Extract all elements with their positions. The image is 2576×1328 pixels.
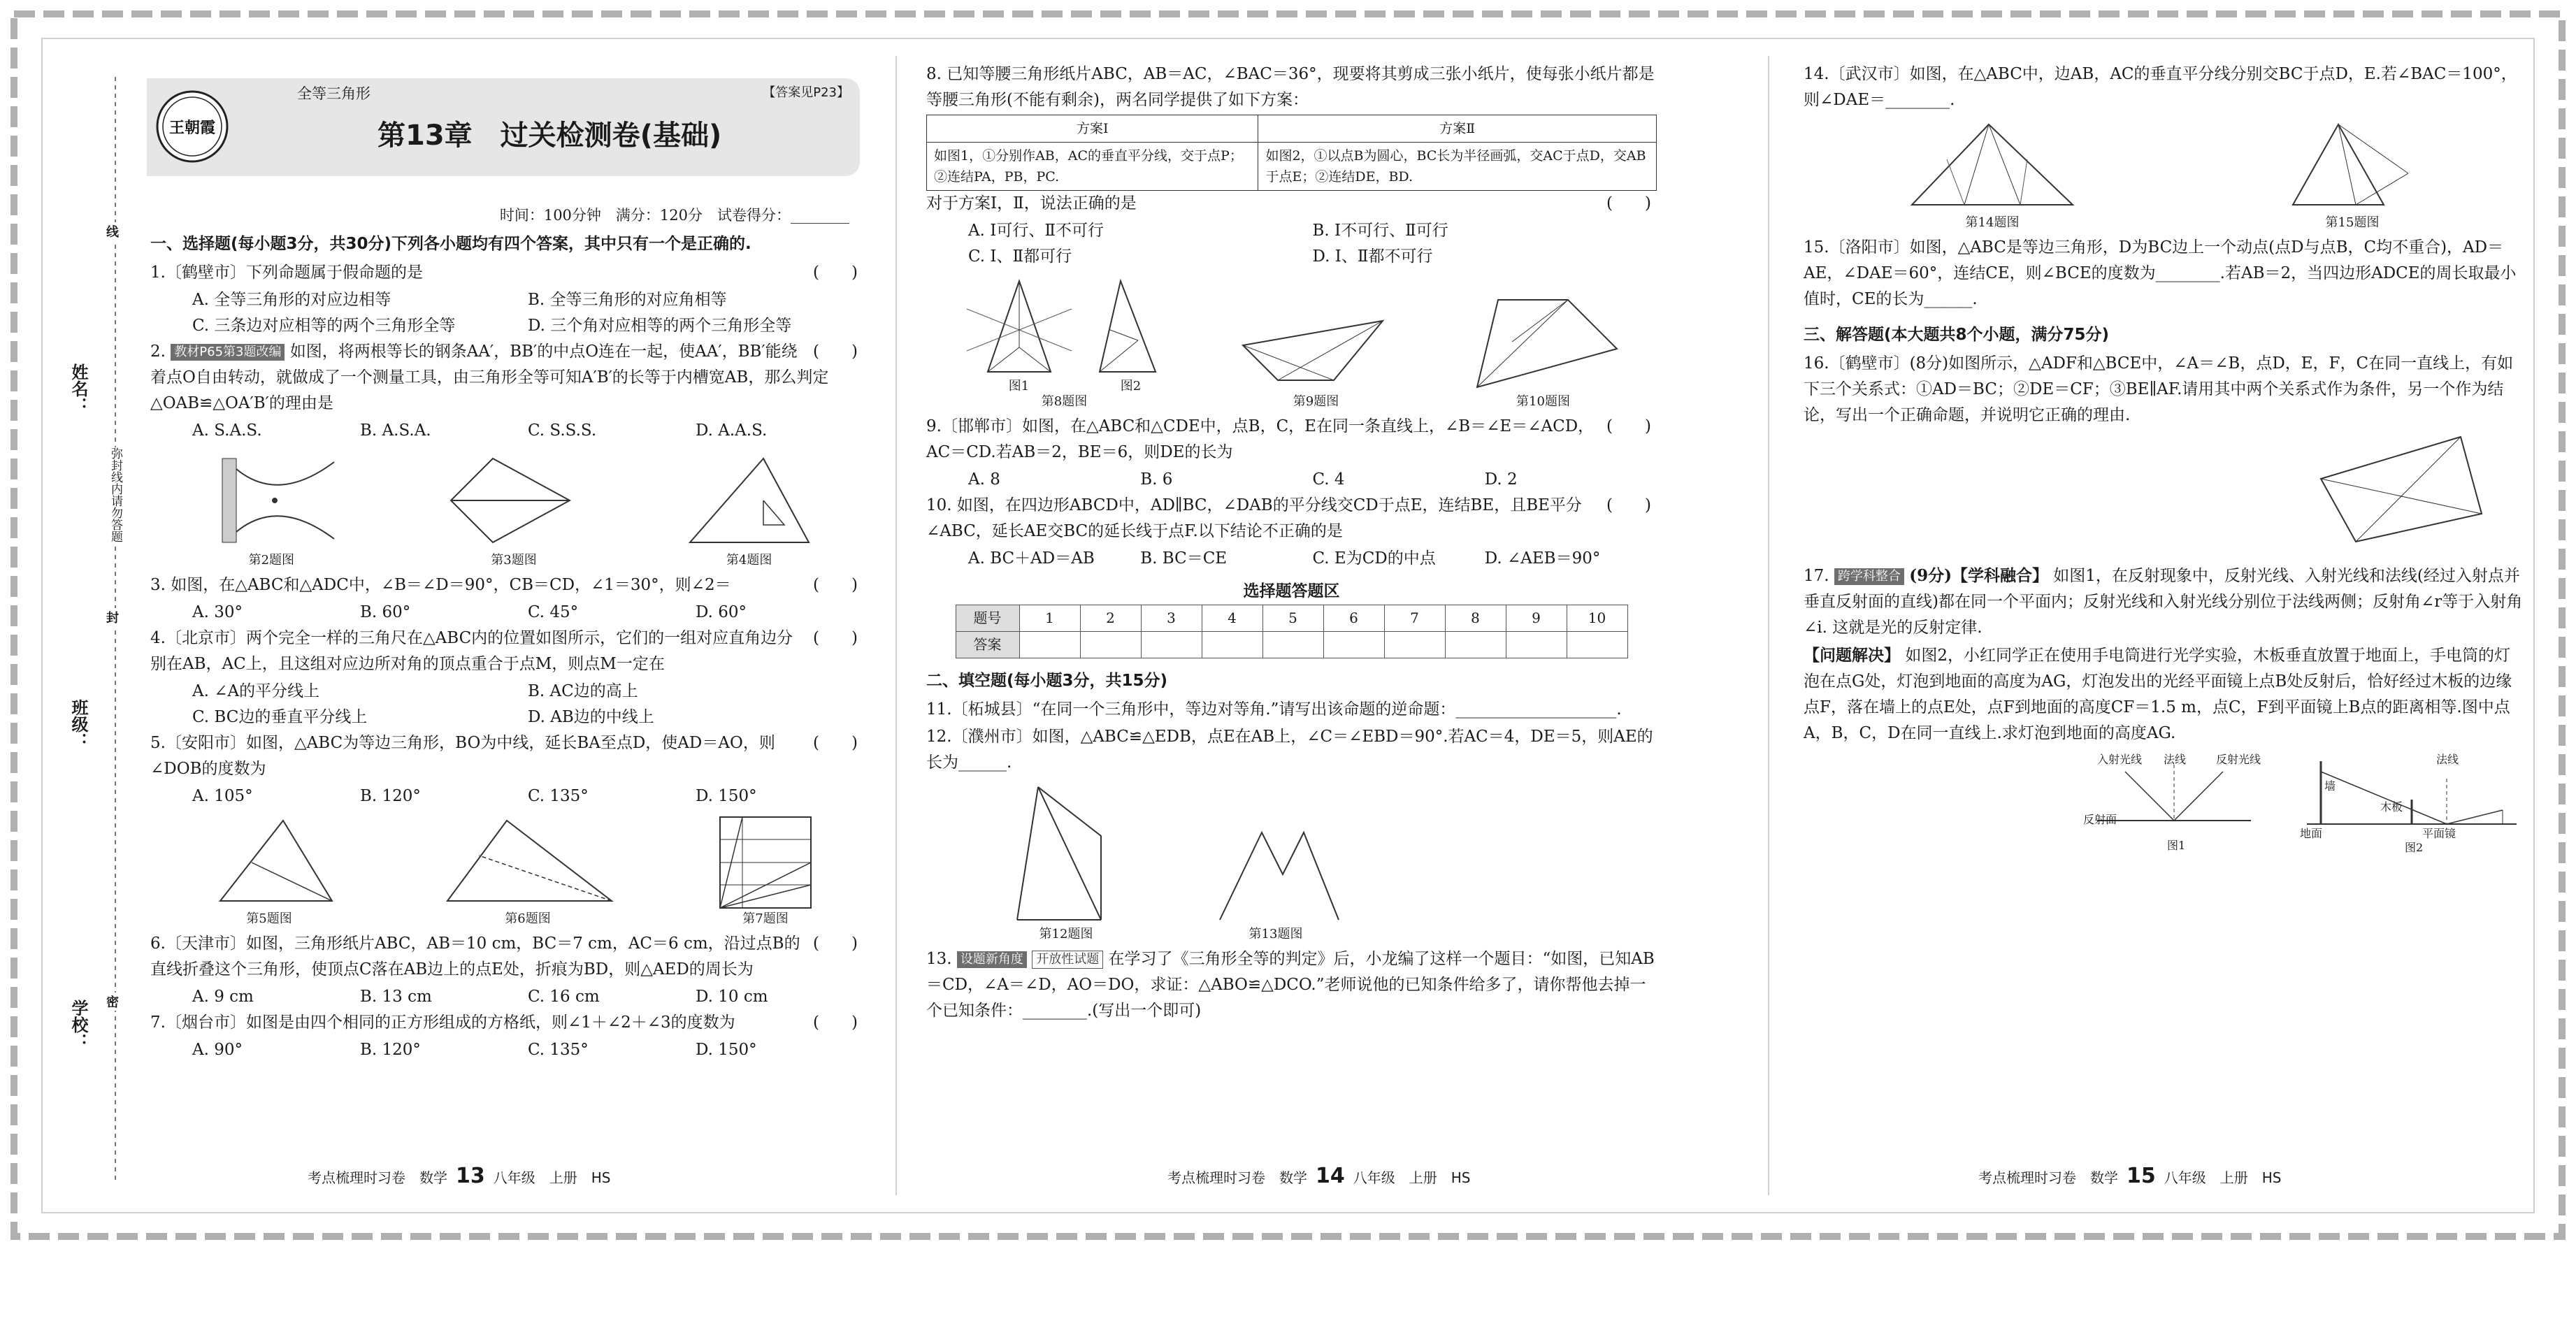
answer-cell[interactable] — [1445, 632, 1506, 658]
figure-q7 — [717, 814, 814, 927]
answer-paren[interactable]: ( ) — [813, 342, 858, 361]
footer-left: 考点梳理时习卷 数学 — [1167, 1169, 1307, 1186]
figure-caption: 第9题图 — [1293, 394, 1339, 409]
label-mirror: 平面镜 — [2422, 827, 2456, 840]
question-stem: 在学习了《三角形全等的判定》后，小龙编了这样一个题目：“如图，已知AB＝CD，∠A＝∠D，AO＝DO，求证：△ABO≌△DCO.”老师说他的已知条件给多了，请你帮他去掉一个已知条件：________.(写出一个即可) — [926, 950, 1655, 1020]
answer-paren[interactable]: ( ) — [813, 264, 858, 282]
question-12: 12.〔濮州市〕如图，△ABC≌△EDB，点E在AB上，∠C＝∠EBD＝90°.若AC＝4，DE＝5，则AE的长为______. — [926, 728, 1653, 772]
figure-q10-drawing — [1463, 289, 1624, 394]
label-ground: 地面 — [2300, 827, 2323, 840]
figure-caption: 第7题图 — [742, 911, 789, 926]
question-stem: 1.〔鹤壁市〕下列命题属于假命题的是 — [150, 264, 423, 282]
question-16: 16.〔鹤壁市〕(8分)如图所示，△ADF和△BCE中，∠A＝∠B，点D，E，F，C在同一直线上，有如下三个关系式：①AD＝BC；②DE＝CF；③BE∥AF.请用其中两个关系式作为条件，另一个作为结论，写出一个正确命题，并说明它正确的理由. — [1804, 354, 2514, 424]
answer-paren[interactable]: ( ) — [813, 576, 858, 594]
option-a[interactable]: A. 8 — [968, 470, 1000, 489]
figure-q5-drawing — [199, 814, 339, 911]
question-stem: 如图2，小红同学正在使用手电筒进行光学实验，木板垂直放置于地面上，手电筒的灯泡在点G处，灯泡到地面的高度为AG，灯泡发出的光经平面镜上点B处反射后，恰好经过木板的边缘点F，落在墙上的点E处，点F到地面的高度CF＝1.5 m，点C，F到平面镜上B点的距离相等.图中点A，B，C，D在同一直线上.求灯泡到地面的高度AG. — [1804, 647, 2512, 742]
footer-left: 考点梳理时习卷 数学 — [308, 1169, 447, 1186]
option-c[interactable]: C. S.S.S. — [528, 421, 597, 440]
option-c[interactable]: C. BC边的垂直平分线上 — [192, 708, 368, 726]
option-d[interactable]: D. 150° — [696, 787, 757, 805]
question-stem: 4.〔北京市〕两个完全一样的三角尺在△ABC内的位置如图所示，它们的一组对应直角边分别在AB，AC上，且这组对应边所对角的顶点重合于点M，则点M一定在 — [150, 629, 793, 673]
figures-row-2 — [150, 814, 863, 927]
figures-row-6 — [1804, 751, 2524, 856]
option-d[interactable]: D. 2 — [1484, 470, 1518, 489]
page-15 — [1804, 62, 2524, 1187]
figure-caption: 第14题图 — [1965, 215, 2020, 230]
figures-row-5 — [1804, 117, 2524, 231]
figure-q3-drawing — [437, 448, 591, 553]
figure-q8-1-drawing — [960, 274, 1079, 379]
grid-num: 2 — [1080, 605, 1141, 632]
option-c[interactable]: C. 135° — [528, 787, 589, 805]
figure-q16-drawing — [2314, 430, 2496, 549]
seal-note: 弥封线内请勿答题 — [107, 447, 124, 542]
options-q5 — [150, 784, 863, 809]
question-stem: 10. 如图，在四边形ABCD中，AD∥BC，∠DAB的平分线交CD于点E，连结BE，且BE平分∠ABC，延长AE交BC的延长线于点F.以下结论不正确的是 — [926, 496, 1582, 540]
option-b[interactable]: B. 6 — [1140, 470, 1173, 489]
option-a[interactable]: A. 9 cm — [192, 988, 254, 1006]
figure-q5 — [199, 814, 339, 927]
options-q8 — [926, 218, 1657, 270]
label-normal: 法线 — [2436, 753, 2459, 766]
option-a[interactable]: A. 30° — [192, 603, 243, 621]
option-b[interactable]: B. 120° — [360, 787, 421, 805]
option-c[interactable]: C. 4 — [1312, 470, 1345, 489]
figure-q9 — [1236, 310, 1397, 410]
tag-new-angle: 设题新角度 — [957, 951, 1027, 968]
figures-row-3 — [926, 274, 1657, 410]
question-17-part2 — [1804, 642, 2524, 746]
figure-q14 — [1905, 117, 2080, 231]
footer-left: 考点梳理时习卷 数学 — [1978, 1169, 2118, 1186]
grid-num: 6 — [1323, 605, 1384, 632]
option-d[interactable]: D. A.A.S. — [696, 421, 768, 440]
figure-caption: 图1 — [2167, 839, 2186, 852]
footer-14 — [1167, 1164, 1470, 1188]
option-c[interactable]: C. 135° — [528, 1041, 589, 1059]
grid-num: 5 — [1262, 605, 1323, 632]
figure-q15-drawing — [2282, 117, 2422, 215]
option-d[interactable]: D. Ⅰ、Ⅱ都不可行 — [1312, 247, 1433, 266]
section-choice: 一、选择题(每小题3分，共30分)下列各小题均有四个答案，其中只有一个是正确的. — [150, 235, 751, 253]
figure-q2-drawing — [194, 448, 348, 553]
answer-paren[interactable]: ( ) — [813, 629, 858, 647]
seal-mark-2: 封 — [106, 608, 119, 626]
answer-cell[interactable] — [1262, 632, 1323, 658]
question-13 — [926, 946, 1657, 1024]
question-8-follow — [926, 191, 1657, 217]
answer-paren[interactable]: ( ) — [1606, 194, 1651, 212]
option-c[interactable]: C. 16 cm — [528, 988, 600, 1006]
answer-paren[interactable]: ( ) — [813, 734, 858, 752]
option-a[interactable]: A. 90° — [192, 1041, 243, 1059]
answer-paren[interactable]: ( ) — [1606, 496, 1651, 514]
figure-caption: 第8题图 — [1041, 394, 1088, 409]
options-q1 — [150, 287, 863, 339]
question-14: 14.〔武汉市〕如图，在△ABC中，边AB，AC的垂直平分线分别交BC于点D，E.若∠BAC＝100°，则∠DAE＝________. — [1804, 65, 2517, 109]
figure-q17-2 — [2300, 751, 2524, 856]
footer-right: 八年级 上册 HS — [2164, 1169, 2282, 1186]
options-q10 — [926, 546, 1657, 572]
page-number: 13 — [456, 1164, 485, 1188]
source-tag: 教材P65第3题改编 — [171, 344, 285, 361]
grid-head: 题号 — [956, 605, 1019, 632]
figure-caption: 第3题图 — [491, 553, 537, 568]
option-b[interactable]: B. 13 cm — [360, 988, 432, 1006]
question-subhead: 【问题解决】 — [1804, 646, 1900, 665]
figure-q6-drawing — [437, 814, 619, 911]
question-stem: 6.〔天津市〕如图，三角形纸片ABC，AB＝10 cm，BC＝7 cm，AC＝6 cm，沿过点B的直线折叠这个三角形，使顶点C落在AB边上的点E处，折痕为BD，则△AED的周长为 — [150, 934, 800, 979]
scheme-1-text: 如图1，①分别作AB，AC的垂直平分线，交于点P；②连结PA，PB，PC. — [927, 143, 1258, 191]
time-info: 时间：100分钟 满分：120分 试卷得分：________ — [499, 207, 849, 224]
figure-q4-drawing — [679, 448, 819, 553]
option-d[interactable]: D. 10 cm — [696, 988, 768, 1006]
answer-paren[interactable]: ( ) — [813, 1013, 858, 1032]
footer-right: 八年级 上册 HS — [493, 1169, 611, 1186]
answer-area-title: 选择题答题区 — [1243, 582, 1340, 600]
grid-num: 9 — [1506, 605, 1567, 632]
figure-caption: 第4题图 — [726, 553, 772, 568]
question-17 — [1804, 563, 2524, 641]
grid-num: 8 — [1445, 605, 1506, 632]
figure-q8-2-drawing — [1093, 274, 1170, 379]
page-14 — [926, 62, 1657, 1187]
chapter-header — [147, 78, 860, 176]
answer-cell[interactable] — [1567, 632, 1627, 658]
figure-q7-drawing — [717, 814, 814, 911]
option-d[interactable]: D. 150° — [696, 1041, 757, 1059]
scheme-2-text: 如图2，①以点B为圆心，BC长为半径画弧，交AC于点D，交AB于点E；②连结DE，BD. — [1258, 143, 1657, 191]
figure-caption: 第13题图 — [1249, 927, 1303, 941]
section-fill: 二、填空题(每小题3分，共15分) — [926, 672, 1168, 690]
label-normal: 法线 — [2164, 753, 2187, 766]
seal-mark-3: 密 — [106, 993, 119, 1011]
option-a[interactable]: A. 全等三角形的对应边相等 — [192, 291, 391, 309]
answer-cell[interactable] — [1202, 632, 1262, 658]
option-b[interactable]: B. 120° — [360, 1041, 421, 1059]
figure-q13-drawing — [1206, 822, 1346, 927]
options-q2 — [150, 418, 863, 444]
figure-q16 — [1804, 430, 2524, 549]
scheme-1-title: 方案Ⅰ — [927, 115, 1258, 143]
options-q3 — [150, 600, 863, 626]
option-c[interactable]: C. 45° — [528, 603, 579, 621]
question-head: (9分)【学科融合】 — [1909, 566, 2048, 585]
answer-cell[interactable] — [1323, 632, 1384, 658]
question-11: 11.〔柘城县〕“在同一个三角形中，等边对等角.”请写出该命题的逆命题：____________________. — [926, 700, 1622, 719]
figure-q17-1 — [2083, 751, 2265, 856]
options-q6 — [150, 984, 863, 1010]
question-5 — [150, 730, 863, 782]
figure-q3 — [437, 448, 591, 568]
grid-num: 1 — [1019, 605, 1080, 632]
option-c[interactable]: C. Ⅰ、Ⅱ都可行 — [968, 247, 1072, 266]
grid-num: 4 — [1202, 605, 1262, 632]
figure-q9-drawing — [1236, 310, 1397, 394]
option-b[interactable]: B. 60° — [360, 603, 411, 621]
tag-cross-subject: 跨学科整合 — [1834, 568, 1904, 585]
option-a[interactable]: A. S.A.S. — [192, 421, 262, 440]
figure-q4 — [679, 448, 819, 568]
logo-icon — [154, 88, 231, 165]
question-3 — [150, 572, 863, 598]
answer-cell[interactable] — [1080, 632, 1141, 658]
section-label: 全等三角形 — [297, 85, 370, 102]
scheme-table — [926, 115, 1657, 191]
option-a[interactable]: A. 105° — [192, 787, 253, 805]
question-stem: 5.〔安阳市〕如图，△ABC为等边三角形，BO为中线，延长BA至点D，使AD＝AO，则∠DOB的度数为 — [150, 734, 775, 778]
figure-q10 — [1463, 289, 1624, 410]
label-wall: 墙 — [2324, 779, 2336, 793]
option-b[interactable]: B. Ⅰ不可行、Ⅱ可行 — [1312, 222, 1448, 240]
figure-caption: 图1 — [1008, 379, 1030, 394]
school-label: 学校： — [69, 999, 88, 1050]
options-q4 — [150, 679, 863, 730]
tag-open: 开放性试题 — [1032, 951, 1103, 969]
figure-q8 — [960, 274, 1170, 410]
answer-cell[interactable] — [1141, 632, 1202, 658]
question-stem: 7.〔烟台市〕如图是由四个相同的正方形组成的方格纸，则∠1＋∠2＋∠3的度数为 — [150, 1013, 735, 1032]
option-c[interactable]: C. E为CD的中点 — [1312, 549, 1436, 568]
label-reflected: 反射光线 — [2216, 753, 2261, 766]
options-q7 — [150, 1037, 863, 1063]
answer-grid-numbers — [956, 605, 1627, 632]
question-stem: 3. 如图，在△ABC和△ADC中，∠B＝∠D＝90°，CB＝CD，∠1＝30°，则∠2＝ — [150, 576, 731, 594]
question-7 — [150, 1010, 863, 1036]
option-d[interactable]: D. AB边的中线上 — [528, 708, 654, 726]
label-surface: 反射面 — [2083, 813, 2117, 826]
logo-text: 王朝霞 — [168, 119, 216, 137]
figure-caption: 第12题图 — [1039, 927, 1093, 941]
figure-q12 — [1010, 780, 1122, 942]
question-stem: 如图，将两根等长的钢条AA′，BB′的中点O连在一起，使AA′，BB′能绕着点O自由转动，就做成了一个测量工具，由三角形全等可知A′B′的长等于内槽宽AB，那么判定△OAB≌△OA′B′的理由是 — [150, 342, 829, 412]
figure-q15 — [2282, 117, 2422, 231]
question-6 — [150, 931, 863, 983]
page-13 — [150, 203, 863, 1328]
question-2 — [150, 339, 863, 417]
answer-ref: 【答案见P23】 — [763, 85, 849, 100]
question-1 — [150, 260, 863, 286]
figures-row-4 — [926, 780, 1657, 942]
option-a[interactable]: A. Ⅰ可行、Ⅱ不可行 — [968, 222, 1104, 240]
question-stem: 如图1，在反射现象中，反射光线、入射光线和法线(经过入射点并垂直反射面的直线)都在同一个平面内；反射光线和入射光线分别位于法线两侧；反射角∠r等于入射角∠i. 这就是光的反射定律. — [1804, 567, 2523, 637]
option-d[interactable]: D. 60° — [696, 603, 747, 621]
answer-paren[interactable]: ( ) — [813, 934, 858, 953]
answer-grid — [956, 605, 1628, 658]
grid-num: 7 — [1384, 605, 1445, 632]
grid-head: 答案 — [956, 632, 1019, 658]
class-label: 班级： — [69, 699, 88, 749]
option-a[interactable]: A. ∠A的平分线上 — [192, 682, 320, 700]
question-stem: 对于方案Ⅰ，Ⅱ，说法正确的是 — [926, 194, 1137, 212]
option-b[interactable]: B. 全等三角形的对应角相等 — [528, 291, 727, 309]
question-number: 17. — [1804, 567, 1829, 585]
question-stem: 9.〔邯郸市〕如图，在△ABC和△CDE中，点B，C，E在同一条直线上，∠B＝∠E＝∠ACD，AC＝CD.若AB＝2，BE＝6，则DE的长为 — [926, 417, 1595, 461]
answer-cell[interactable] — [1506, 632, 1567, 658]
page-number: 14 — [1316, 1164, 1345, 1188]
scheme-2-title: 方案Ⅱ — [1258, 115, 1657, 143]
grid-num: 10 — [1567, 605, 1627, 632]
question-9 — [926, 414, 1657, 465]
footer-right: 八年级 上册 HS — [1353, 1169, 1471, 1186]
answer-grid-answers — [956, 632, 1627, 658]
option-a[interactable]: A. BC＋AD＝AB — [968, 549, 1095, 568]
figure-q12-drawing — [1010, 780, 1122, 927]
name-label: 姓名： — [69, 363, 88, 414]
figure-caption: 图2 — [1120, 379, 1142, 394]
option-c[interactable]: C. 三条边对应相等的两个三角形全等 — [192, 317, 456, 335]
option-b[interactable]: B. AC边的高上 — [528, 682, 638, 700]
figure-caption: 第5题图 — [246, 911, 292, 926]
figure-caption: 图2 — [2405, 841, 2424, 854]
figure-caption: 第2题图 — [248, 553, 295, 568]
options-q9 — [926, 467, 1657, 493]
label-board: 木板 — [2380, 800, 2403, 814]
grid-num: 3 — [1141, 605, 1202, 632]
figure-q13 — [1206, 822, 1346, 942]
option-b[interactable]: B. A.S.A. — [360, 421, 431, 440]
figure-caption: 第10题图 — [1516, 394, 1570, 409]
question-15: 15.〔洛阳市〕如图，△ABC是等边三角形，D为BC边上一个动点(点D与点B，C均不重合)，AD＝AE，∠DAE＝60°，连结CE，则∠BCE的度数为________.若AB＝2，当四边形ADCE的周长取最小值时，CE的长为______. — [1804, 238, 2517, 308]
figure-caption: 第15题图 — [2325, 215, 2380, 230]
page-number: 15 — [2127, 1164, 2156, 1188]
answer-cell[interactable] — [1384, 632, 1445, 658]
question-10 — [926, 493, 1657, 544]
chapter-title: 第13章 过关检测卷(基础) — [377, 120, 722, 152]
figure-caption: 第6题图 — [505, 911, 551, 926]
label-incident: 入射光线 — [2097, 753, 2143, 766]
option-d[interactable]: D. 三个角对应相等的两个三角形全等 — [528, 317, 792, 335]
answer-cell[interactable] — [1019, 632, 1080, 658]
figure-q14-drawing — [1905, 117, 2080, 215]
option-b[interactable]: B. BC＝CE — [1140, 549, 1228, 568]
footer-13 — [308, 1164, 610, 1188]
question-number: 2. — [150, 342, 166, 361]
figure-q6 — [437, 814, 619, 927]
question-8: 8. 已知等腰三角形纸片ABC，AB＝AC，∠BAC＝36°，现要将其剪成三张小纸片，使每张小纸片都是等腰三角形(不能有剩余)，两名同学提供了如下方案： — [926, 65, 1655, 109]
section-solve: 三、解答题(本大题共8个小题，满分75分) — [1804, 326, 2110, 344]
question-number: 13. — [926, 950, 952, 968]
option-d[interactable]: D. ∠AEB＝90° — [1484, 549, 1601, 568]
footer-15 — [1978, 1164, 2281, 1188]
question-4 — [150, 626, 863, 677]
seal-mark-1: 线 — [106, 222, 119, 240]
figures-row-1 — [150, 448, 863, 568]
figure-q2 — [194, 448, 348, 568]
answer-paren[interactable]: ( ) — [1606, 417, 1651, 435]
